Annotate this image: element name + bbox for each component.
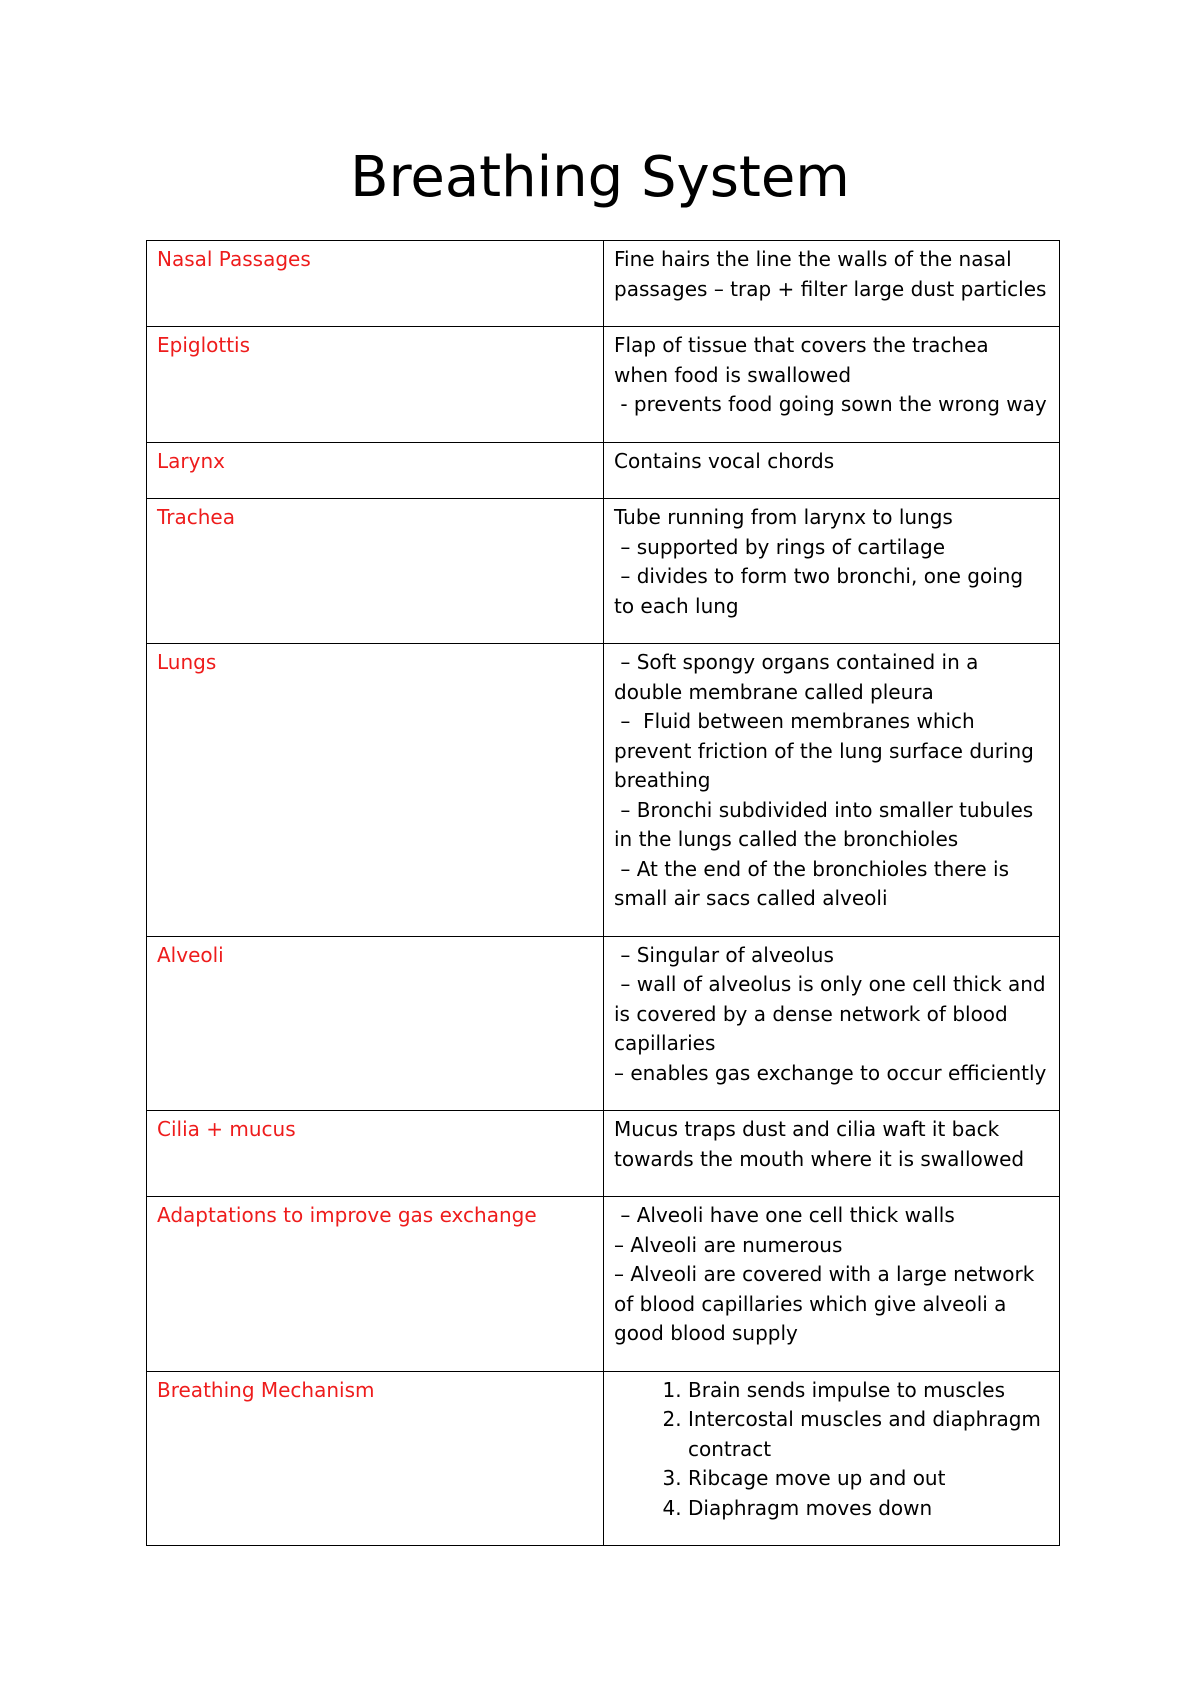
description-cell	[604, 499, 1060, 644]
description-line: – At the end of the bronchioles there is small air sacs called alveoli	[614, 856, 1016, 910]
description-cell	[604, 327, 1060, 443]
description-line: Mucus traps dust and cilia waft it back towards the mouth where it is swallowed	[614, 1117, 1025, 1171]
page-title: Breathing System	[350, 145, 850, 210]
description-line: – Fluid between membranes which prevent friction of the lung surface during breathing	[614, 709, 1041, 792]
term-cell: Breathing Mechanism	[147, 1371, 604, 1546]
table-row	[147, 1197, 1060, 1372]
description-cell	[604, 1371, 1060, 1546]
table-row	[147, 644, 1060, 937]
steps-list	[614, 1376, 1049, 1524]
table-row	[147, 1111, 1060, 1197]
step-item: 3. Ribcage move up and out	[688, 1464, 1049, 1494]
step-item: 1. Brain sends impulse to muscles	[688, 1376, 1049, 1406]
term-cell: Trachea	[147, 499, 604, 644]
table-row	[147, 499, 1060, 644]
description-cell	[604, 1197, 1060, 1372]
description-line: – Singular of alveolus	[614, 942, 834, 967]
description-cell	[604, 442, 1060, 499]
description-line: – Soft spongy organs contained in a double membrane called pleura	[614, 650, 985, 704]
step-item: 2. Intercostal muscles and diaphragm contract	[688, 1405, 1049, 1464]
description-line: – wall of alveolus is only one cell thick and is covered by a dense network of blood capillaries	[614, 972, 1052, 1055]
term-cell: Nasal Passages	[147, 241, 604, 327]
description-line: – enables gas exchange to occur efficiently	[614, 1060, 1047, 1085]
description-line: Flap of tissue that covers the trachea when food is swallowed	[614, 333, 996, 387]
description-cell	[604, 1111, 1060, 1197]
description-line: – divides to form two bronchi, one going to each lung	[614, 564, 1030, 618]
description-line: – supported by rings of cartilage	[614, 534, 945, 559]
term-cell: Adaptations to improve gas exchange	[147, 1197, 604, 1372]
notes-table	[146, 240, 1060, 1546]
table-row	[147, 327, 1060, 443]
description-line: – Alveoli have one cell thick walls	[614, 1203, 955, 1227]
description-line: Fine hairs the line the walls of the nasal passages – trap + filter large dust particles	[614, 247, 1047, 301]
term-cell: Cilia + mucus	[147, 1111, 604, 1197]
description-line: – Alveoli are numerous	[614, 1232, 843, 1257]
description-line: Tube running from larynx to lungs	[614, 505, 953, 529]
term-cell: Lungs	[147, 644, 604, 937]
table-row	[147, 936, 1060, 1111]
term-cell: Larynx	[147, 442, 604, 499]
term-cell: Alveoli	[147, 936, 604, 1111]
step-item: 4. Diaphragm moves down	[688, 1494, 1049, 1524]
description-cell	[604, 241, 1060, 327]
description-line: Contains vocal chords	[614, 448, 835, 473]
table-row	[147, 1371, 1060, 1546]
term-cell: Epiglottis	[147, 327, 604, 443]
description-line: - prevents food going sown the wrong way	[614, 392, 1047, 416]
description-cell	[604, 936, 1060, 1111]
table-row	[147, 241, 1060, 327]
table-row	[147, 442, 1060, 499]
description-line: – Alveoli are covered with a large network of blood capillaries which give alveoli a good blood supply	[614, 1262, 1041, 1345]
description-cell	[604, 644, 1060, 937]
description-line: – Bronchi subdivided into smaller tubules in the lungs called the bronchioles	[614, 797, 1040, 851]
